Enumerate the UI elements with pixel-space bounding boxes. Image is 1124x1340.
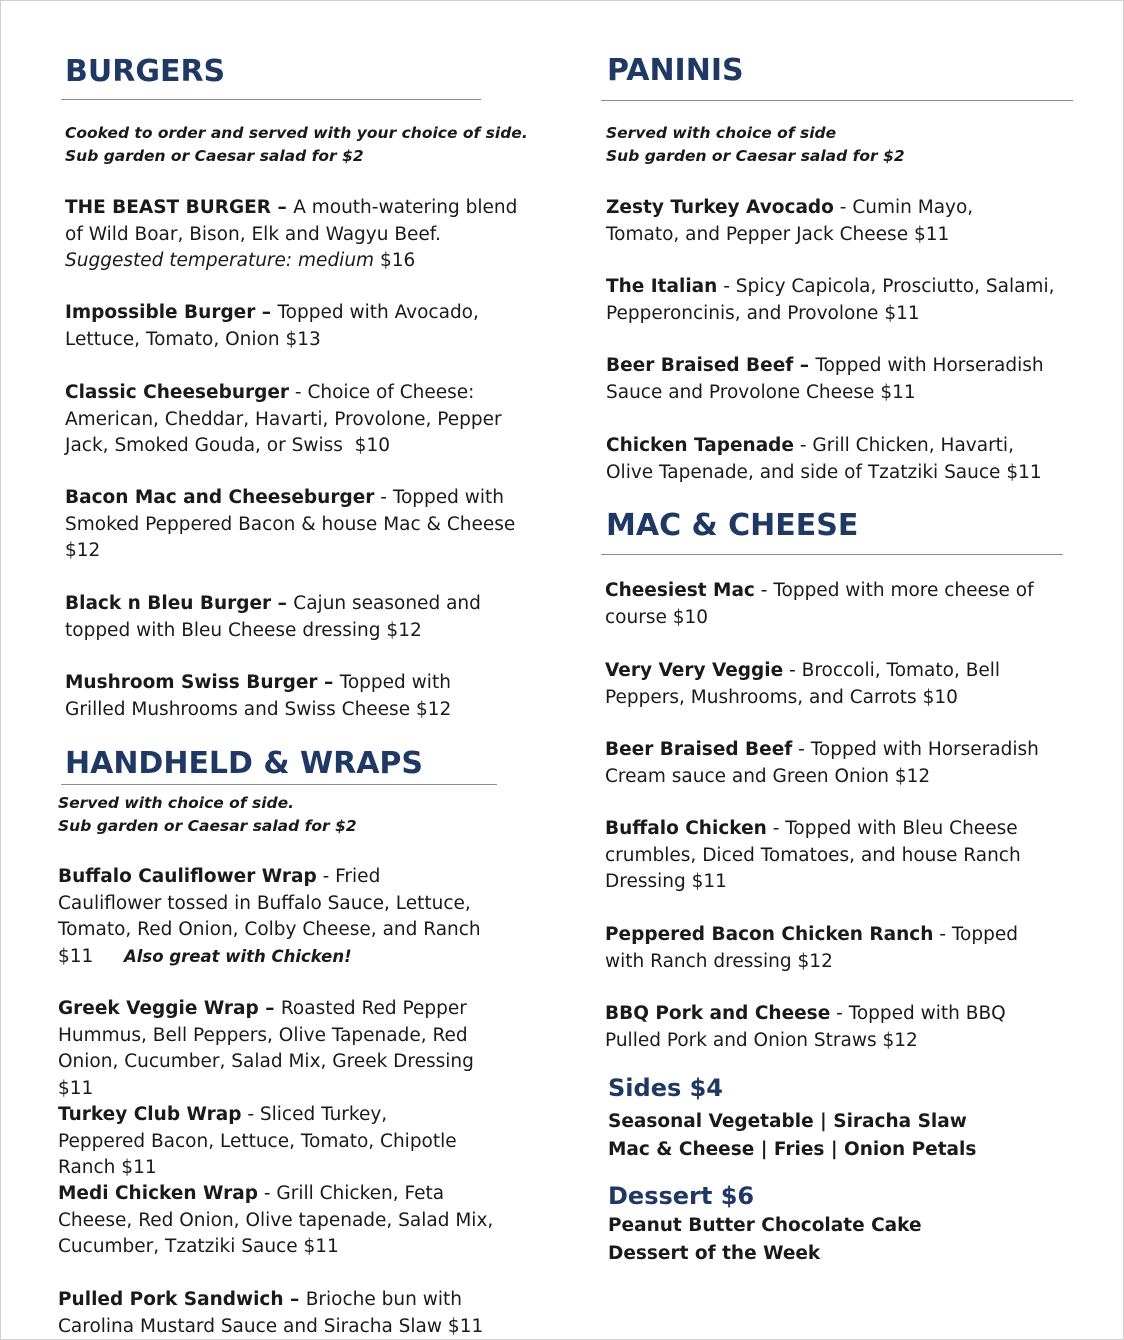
item-name: Turkey Club Wrap — [58, 1104, 242, 1125]
item-price: $11 — [447, 1315, 484, 1337]
item-name: Bacon Mac and Cheeseburger — [65, 487, 375, 508]
item-description: Topped with Horseradish Sauce and Provolone Cheese — [606, 355, 1044, 403]
menu-item: Medi Chicken Wrap - Grill Chicken, Feta Cheese, Red Onion, Olive tapenade, Salad Mix, Cucumber, Tzatziki Sauce $11 — [58, 1183, 494, 1257]
item-description: Grill Chicken, Feta Cheese, Red Onion, Olive tapenade, Salad Mix, Cucumber, Tzatziki Sauce — [58, 1183, 494, 1257]
item-price: $12 — [797, 950, 833, 972]
menu-item: Turkey Club Wrap - Sliced Turkey, Peppered Bacon, Lettuce, Tomato, Chipotle Ranch $11 — [58, 1104, 457, 1178]
item-name: Mushroom Swiss Burger — [65, 672, 318, 693]
item-description: Roasted Red Pepper Hummus, Bell Peppers, Olive Tapenade, Red Onion, Cucumber, Salad Mix, Greek Dressing — [58, 998, 474, 1072]
item-name: Medi Chicken Wrap — [58, 1183, 258, 1204]
sides-line: Seasonal Vegetable | Siracha Slaw — [608, 1111, 967, 1132]
item-description: Topped with Horseradish Cream sauce and Green Onion — [605, 739, 1039, 787]
item-price: $11 — [1006, 461, 1042, 483]
menu-item: Impossible Burger – Topped with Avocado, Lettuce, Tomato, Onion $13 — [65, 302, 479, 350]
item-name: BBQ Pork and Cheese — [605, 1003, 831, 1024]
item-description: Fried Cauliflower tossed in Buffalo Sauce, Lettuce, Tomato, Red Onion, Colby Cheese, and Ranch — [58, 866, 481, 940]
item-name: Beer Braised Beef — [606, 355, 794, 376]
handheld-note: Served with choice of side. Sub garden or Caesar salad for $2 — [58, 794, 357, 835]
item-name: The Italian — [606, 276, 718, 297]
item-name: Classic Cheeseburger — [65, 382, 290, 403]
menu-item: Mushroom Swiss Burger – Topped with Grilled Mushrooms and Swiss Cheese $12 — [65, 672, 452, 720]
item-price: $10 — [672, 606, 709, 628]
item-description: A mouth-watering blend of Wild Boar, Bison, Elk and Wagyu Beef. — [65, 197, 518, 245]
item-name: Buffalo Chicken — [605, 818, 767, 839]
item-price: $12 — [65, 540, 101, 561]
item-description: Brioche bun with Carolina Mustard Sauce and Siracha Slaw — [58, 1289, 462, 1337]
item-price: $11 — [58, 945, 94, 967]
menu-item: Bacon Mac and Cheeseburger - Topped with Smoked Peppered Bacon & house Mac & Cheese $12 — [65, 487, 516, 561]
menu-item: Zesty Turkey Avocado - Cumin Mayo, Tomato, and Pepper Jack Cheese $11 — [606, 197, 974, 245]
item-price: $10 — [922, 686, 958, 708]
menu-item: Chicken Tapenade - Grill Chicken, Havarti, Olive Tapenade, and side of Tzatziki Sauce $11 — [606, 435, 1042, 483]
item-name: Pulled Pork Sandwich — [58, 1289, 284, 1310]
dessert-line: Dessert of the Week — [608, 1243, 821, 1264]
item-description: Sliced Turkey, Peppered Bacon, Lettuce, Tomato, Chipotle Ranch — [58, 1104, 457, 1178]
item-name: Greek Veggie Wrap — [58, 998, 259, 1019]
menu-item: THE BEAST BURGER – A mouth-watering blend of Wild Boar, Bison, Elk and Wagyu Beef. Suggested temperature: medium $16 — [65, 197, 518, 271]
item-price: $11 — [691, 871, 727, 892]
item-description: Topped with BBQ Pulled Pork and Onion Straws — [605, 1003, 1006, 1051]
paninis-divider — [601, 100, 1073, 101]
menu-item: Classic Cheeseburger - Choice of Cheese: American, Cheddar, Havarti, Provolone, Pepper Jack, Smoked Gouda, or Swiss $10 — [65, 382, 502, 456]
item-price: $11 — [121, 1157, 157, 1178]
menu-item: Buffalo Chicken - Topped with Bleu Cheese crumbles, Diced Tomatoes, and house Ranch Dressing $11 — [605, 818, 1021, 892]
handheld-heading: HANDHELD & WRAPS — [65, 746, 424, 781]
burgers-note: Cooked to order and served with your choice of side. Sub garden or Caesar salad for $2 — [65, 124, 528, 165]
item-description: Topped with Ranch dressing — [605, 924, 1018, 972]
item-description: Topped with Avocado, Lettuce, Tomato, Onion — [65, 302, 479, 350]
item-name: Peppered Bacon Chicken Ranch — [605, 924, 934, 945]
item-price: $13 — [285, 328, 321, 350]
item-price: $12 — [882, 1029, 918, 1051]
handheld-divider — [61, 784, 497, 785]
item-price: $11 — [913, 223, 950, 245]
paninis-note: Served with choice of side Sub garden or Caesar salad for $2 — [606, 124, 905, 165]
menu-item: Black n Bleu Burger – Cajun seasoned and topped with Bleu Cheese dressing $12 — [65, 593, 481, 641]
item-price: $11 — [880, 381, 916, 403]
menu-item: The Italian - Spicy Capicola, Prosciutto, Salami, Pepperoncinis, and Provolone $11 — [606, 276, 1055, 324]
item-description: Topped with more cheese of course — [605, 580, 1034, 628]
mac-cheese-heading: MAC & CHEESE — [606, 508, 859, 543]
item-name: Impossible Burger — [65, 302, 256, 323]
item-description: Broccoli, Tomato, Bell Peppers, Mushrooms, and Carrots — [605, 660, 1001, 708]
burgers-heading: BURGERS — [65, 54, 226, 89]
menu-item: BBQ Pork and Cheese - Topped with BBQ Pulled Pork and Onion Straws $12 — [605, 1003, 1006, 1051]
item-price: $10 — [354, 435, 390, 456]
sides-line: Mac & Cheese | Fries | Onion Petals — [608, 1139, 977, 1160]
item-price: $11 — [303, 1236, 339, 1257]
menu-item: Beer Braised Beef - Topped with Horseradish Cream sauce and Green Onion $12 — [605, 739, 1039, 787]
item-name: THE BEAST BURGER — [65, 197, 272, 218]
item-description: Spicy Capicola, Prosciutto, Salami, Pepperoncinis, and Provolone — [606, 276, 1055, 324]
menu-item: Greek Veggie Wrap – Roasted Red Pepper Hummus, Bell Peppers, Olive Tapenade, Red Onion, Cucumber, Salad Mix, Greek Dressing $11 — [58, 998, 474, 1099]
item-price: $16 — [379, 250, 416, 271]
menu-item: Beer Braised Beef – Topped with Horseradish Sauce and Provolone Cheese $11 — [606, 355, 1044, 403]
mac-cheese-divider — [601, 554, 1063, 555]
item-name: Beer Braised Beef — [605, 739, 793, 760]
item-note: Suggested temperature: medium — [65, 250, 375, 271]
dessert-heading: Dessert $6 — [608, 1182, 755, 1210]
item-price: $12 — [386, 619, 422, 641]
paninis-heading: PANINIS — [607, 53, 744, 88]
menu-item: Very Very Veggie - Broccoli, Tomato, Bell Peppers, Mushrooms, and Carrots $10 — [605, 660, 1001, 708]
dessert-line: Peanut Butter Chocolate Cake — [608, 1215, 922, 1236]
item-description: Cajun seasoned and topped with Bleu Cheese dressing — [65, 593, 481, 641]
item-price: $11 — [58, 1077, 94, 1099]
item-price: $11 — [884, 302, 920, 324]
menu-item: Cheesiest Mac - Topped with more cheese of course $10 — [605, 580, 1034, 628]
menu-item: Peppered Bacon Chicken Ranch - Topped with Ranch dressing $12 — [605, 924, 1018, 972]
item-description: Choice of Cheese: American, Cheddar, Havarti, Provolone, Pepper Jack, Smoked Gouda, or Swiss — [65, 382, 502, 456]
item-description: Topped with Smoked Peppered Bacon & house Mac & Cheese — [65, 487, 516, 535]
item-name: Very Very Veggie — [605, 660, 784, 681]
item-description: Topped with Grilled Mushrooms and Swiss Cheese — [65, 672, 451, 720]
item-price: $12 — [894, 765, 931, 787]
item-name: Chicken Tapenade — [606, 435, 794, 456]
item-price: $12 — [415, 698, 452, 720]
menu-item: Buffalo Cauliflower Wrap - Fried Cauliflower tossed in Buffalo Sauce, Lettuce, Tomato, Red Onion, Colby Cheese, and Ranch $11 — [58, 866, 481, 967]
item-description: Cumin Mayo, Tomato, and Pepper Jack Cheese — [606, 197, 974, 245]
item-extra-note: Also great with Chicken! — [124, 947, 352, 966]
burgers-divider — [61, 99, 481, 100]
item-description: Grill Chicken, Havarti, Olive Tapenade, and side of Tzatziki Sauce — [606, 435, 1014, 483]
item-name: Black n Bleu Burger — [65, 593, 272, 614]
item-description: Topped with Bleu Cheese crumbles, Diced Tomatoes, and house Ranch Dressing — [605, 818, 1021, 892]
sides-heading: Sides $4 — [608, 1074, 724, 1102]
item-name: Buffalo Cauliflower Wrap — [58, 866, 317, 887]
item-name: Cheesiest Mac — [605, 580, 755, 601]
item-name: Zesty Turkey Avocado — [606, 197, 834, 218]
menu-item: Pulled Pork Sandwich – Brioche bun with Carolina Mustard Sauce and Siracha Slaw $11 — [58, 1289, 484, 1337]
